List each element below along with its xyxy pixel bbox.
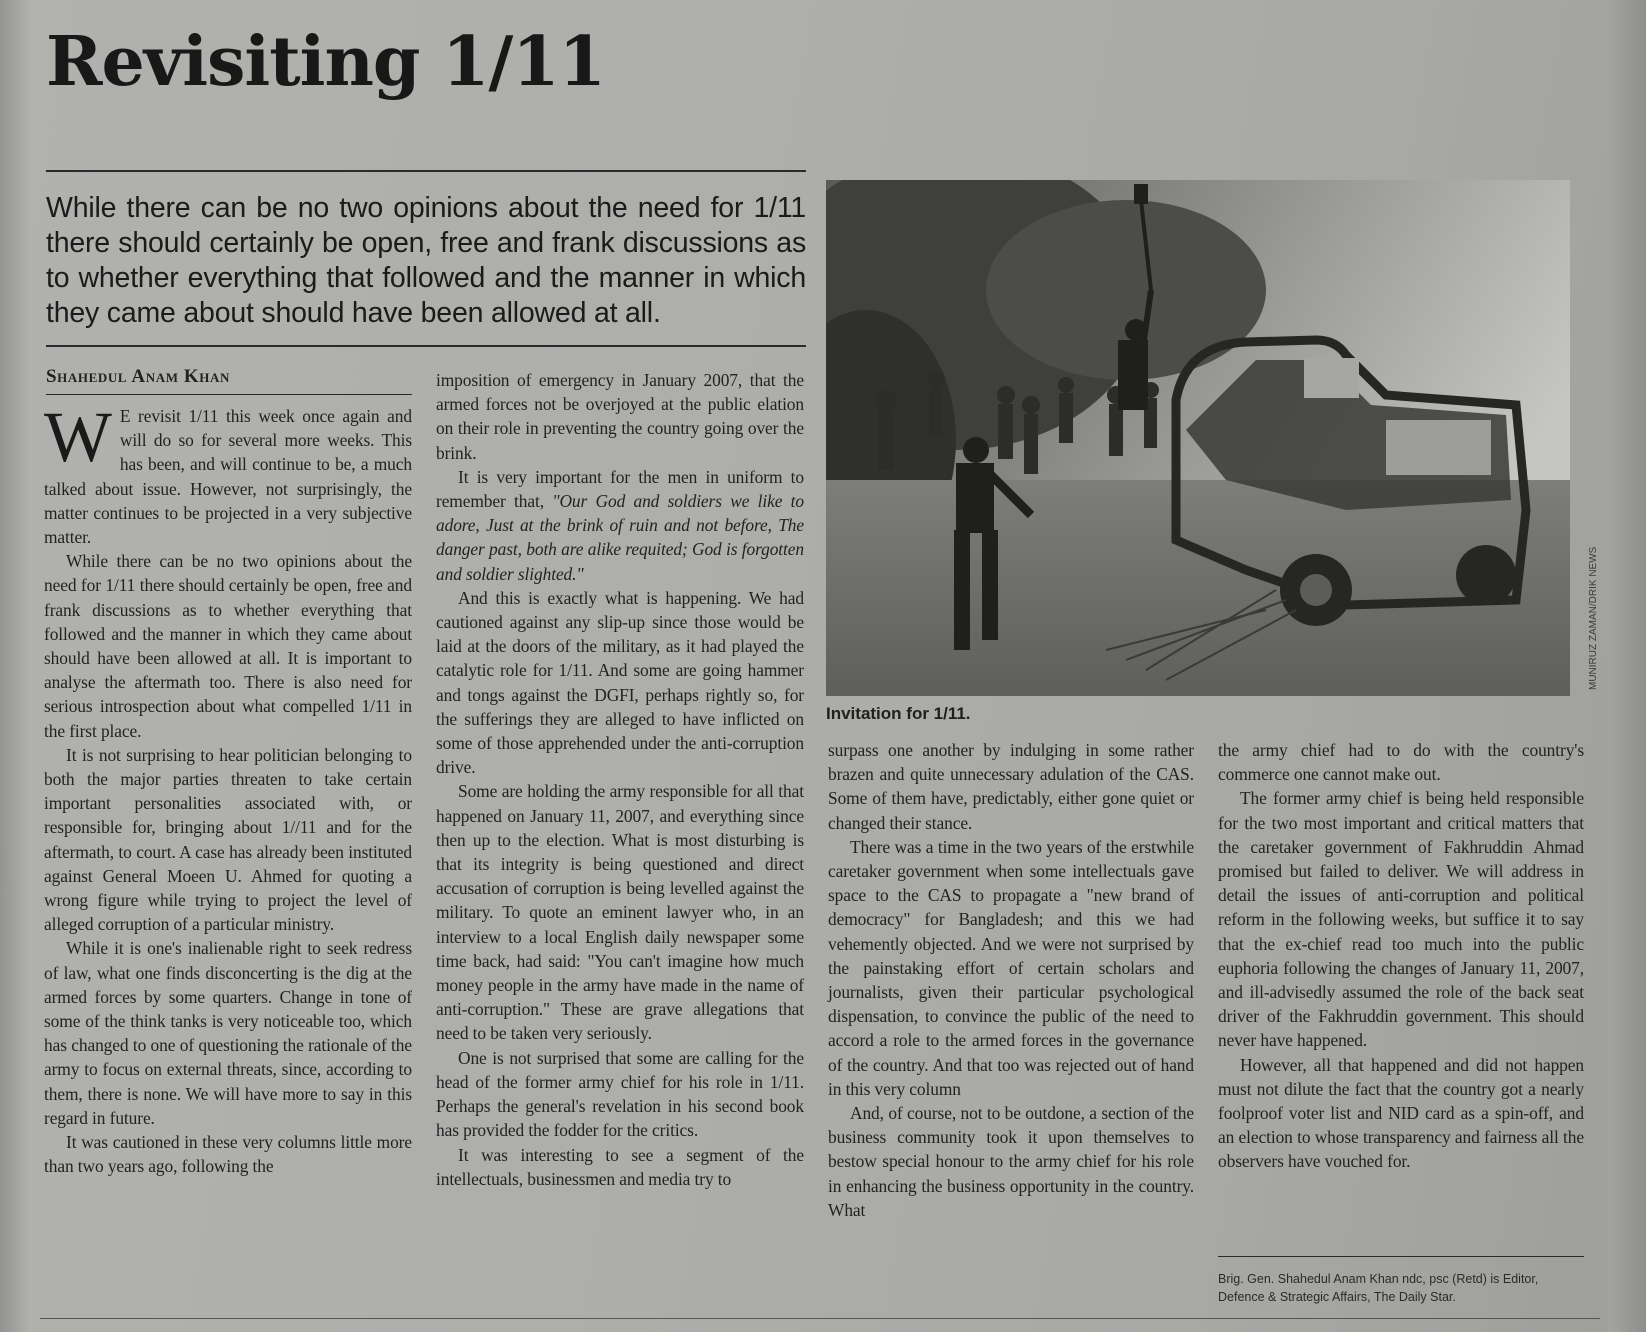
page-edge: [1608, 0, 1646, 1332]
column-4: [1218, 738, 1584, 1174]
burnt-vehicle-photo: [826, 180, 1570, 696]
col2-paragraph-2: It is very important for the men in uniform to remember that, "Our God and soldiers we like to adore, Just at the brink of ruin and not before, The danger past, both are alike requited; God is forgotten and soldier slighted.": [436, 466, 804, 584]
col2-paragraph-4: Some are holding the army responsible for all that happened on January 11, 2007, and everything since then up to the election. What is most disturbing is that its integrity is being questioned and direct accusation of corruption is being levelled against the military. To quote an eminent lawyer who, in an interview to a local English daily newspaper some time back, had said: "You can't imagine how much money people in the army have made in the name of anti-corruption." These are grave allegations that need to be taken very seriously.: [436, 781, 804, 1044]
bottom-rule: [40, 1318, 1600, 1319]
byline-rule: [46, 394, 412, 395]
deck-summary: While there can be no two opinions about the need for 1/11 there should certainly be open, free and frank discussions as to whether everything that followed and the manner in which they came about should have been allowed at all.: [46, 192, 806, 329]
col3-paragraph-1: surpass one another by indulging in some rather brazen and quite unnecessary adulation of the CAS. Some of them have, predictably, either gone quiet or changed their stance.: [828, 740, 1194, 833]
headline: Revisiting 1/11: [46, 22, 605, 102]
photo-caption: Invitation for 1/11.: [826, 704, 971, 723]
deck-rule: [46, 345, 806, 347]
top-rule: [46, 170, 806, 172]
poem-quote: "Our God and soldiers we like to adore, Just at the brink of ruin and not before, The danger past, both are alike requited; God is forgotten and soldier slighted.": [436, 491, 804, 584]
author-bio: Brig. Gen. Shahedul Anam Khan ndc, psc (Retd) is Editor, Defence & Strategic Affairs, The Daily Star.: [1218, 1272, 1539, 1304]
byline: Shahedul Anam Khan: [46, 366, 230, 387]
col2-paragraph-1: imposition of emergency in January 2007, that the armed forces not be overjoyed at the public elation on their role in preventing the country going over the brink.: [436, 370, 804, 463]
col2-paragraph-3: And this is exactly what is happening. We had cautioned against any slip-up since those would be laid at the doors of the military, as it had played the catalytic role for 1/11. And some are going hammer and tongs against the DGFI, perhaps rightly so, for the sufferings they are alleged to have inflicted on some of those apprehended under the anti-corruption drive.: [436, 587, 804, 778]
column-1: [44, 397, 412, 1179]
col1-paragraph-4: While it is one's inalienable right to seek redress of law, what one finds disconcerting is the dig at the armed forces by some quarters. Change in tone of some of the think tanks is very noticeable too, which has changed to one of questioning the rationale of the army to focus on external threats, since, according to them, there is none. We will have more to say in this regard in future.: [44, 938, 412, 1128]
col4-paragraph-2: The former army chief is being held responsible for the two most important and critical matters that the caretaker government of Fakhruddin Ahmad promised but failed to deliver. We will address in detail the issues of anti-corruption and political reform in the following weeks, but suffice it to say that the ex-chief read too much into the public euphoria following the changes of January 11, 2007, and ill-advisedly assumed the role of the back seat driver of the Fakhruddin government. This should never have happened.: [1218, 788, 1584, 1051]
col2-paragraph-6: It was interesting to see a segment of the intellectuals, businessmen and media try to: [436, 1144, 804, 1189]
col2-paragraph-5: One is not surprised that some are calling for the head of the former army chief for his role in 1/11. Perhaps the general's revelation in his second book has provided the fodder for the critics.: [436, 1047, 804, 1141]
col4-paragraph-1: the army chief had to do with the country's commerce one cannot make out.: [1218, 740, 1584, 785]
col1-paragraph-3: It is not surprising to hear politician belonging to both the major parties threaten to take certain important personalities associated with, or responsible for, bringing about 1//11 and for the aftermath, to court. A case has already been instituted against General Moeen U. Ahmed for quoting a wrong figure while trying to project the level of alleged corruption of a particular ministry.: [44, 744, 412, 935]
page-fold-shadow: [0, 0, 30, 1332]
column-2: [436, 368, 804, 1191]
col1-paragraph-1: W E revisit 1/11 this week once again and will do so for several more weeks. This has been, and will continue to be, a much talked about issue. However, not surprisingly, the matter continues to be projected in a very subjective matter.: [44, 397, 412, 548]
col3-paragraph-2: There was a time in the two years of the erstwhile caretaker government when some intellectuals gave space to the CAS to propagate a "new brand of democracy" for Bangladesh; and this we had vehemently objected. And we were not surprised by the painstaking effort of certain scholars and journalists, given their particular psychological dispensation, to convince the public of the need to accord a role to the armed forces in the governance of the country. And that too was rejected out of hand in this very column: [828, 836, 1194, 1099]
col4-paragraph-3: However, all that happened and did not happen must not dilute the fact that the country got a nearly foolproof voter list and NID card as a spin-off, and an election to whose transparency and fairness all the observers have vouched for.: [1218, 1054, 1584, 1172]
column-3: [828, 738, 1194, 1222]
photo-credit: MUNIRUZ ZAMAN/DRIK NEWS: [1588, 546, 1599, 690]
col3-paragraph-3: And, of course, not to be outdone, a section of the business community took it upon themselves to bestow special honour to the army chief for his role in enhancing the business opportunity in the country. What: [828, 1103, 1194, 1220]
col1-paragraph-5: It was cautioned in these very columns little more than two years ago, following the: [44, 1132, 412, 1177]
bio-rule: [1218, 1256, 1584, 1257]
drop-cap: W: [44, 397, 112, 477]
col1-paragraph-2: While there can be no two opinions about the need for 1/11 there should certainly be open, free and frank discussions as to whether everything that followed and the manner in which they came about should have been allowed at all. It is important to analyse the aftermath too. There is also need for serious introspection about what compelled 1/11 in the first place.: [44, 551, 412, 741]
